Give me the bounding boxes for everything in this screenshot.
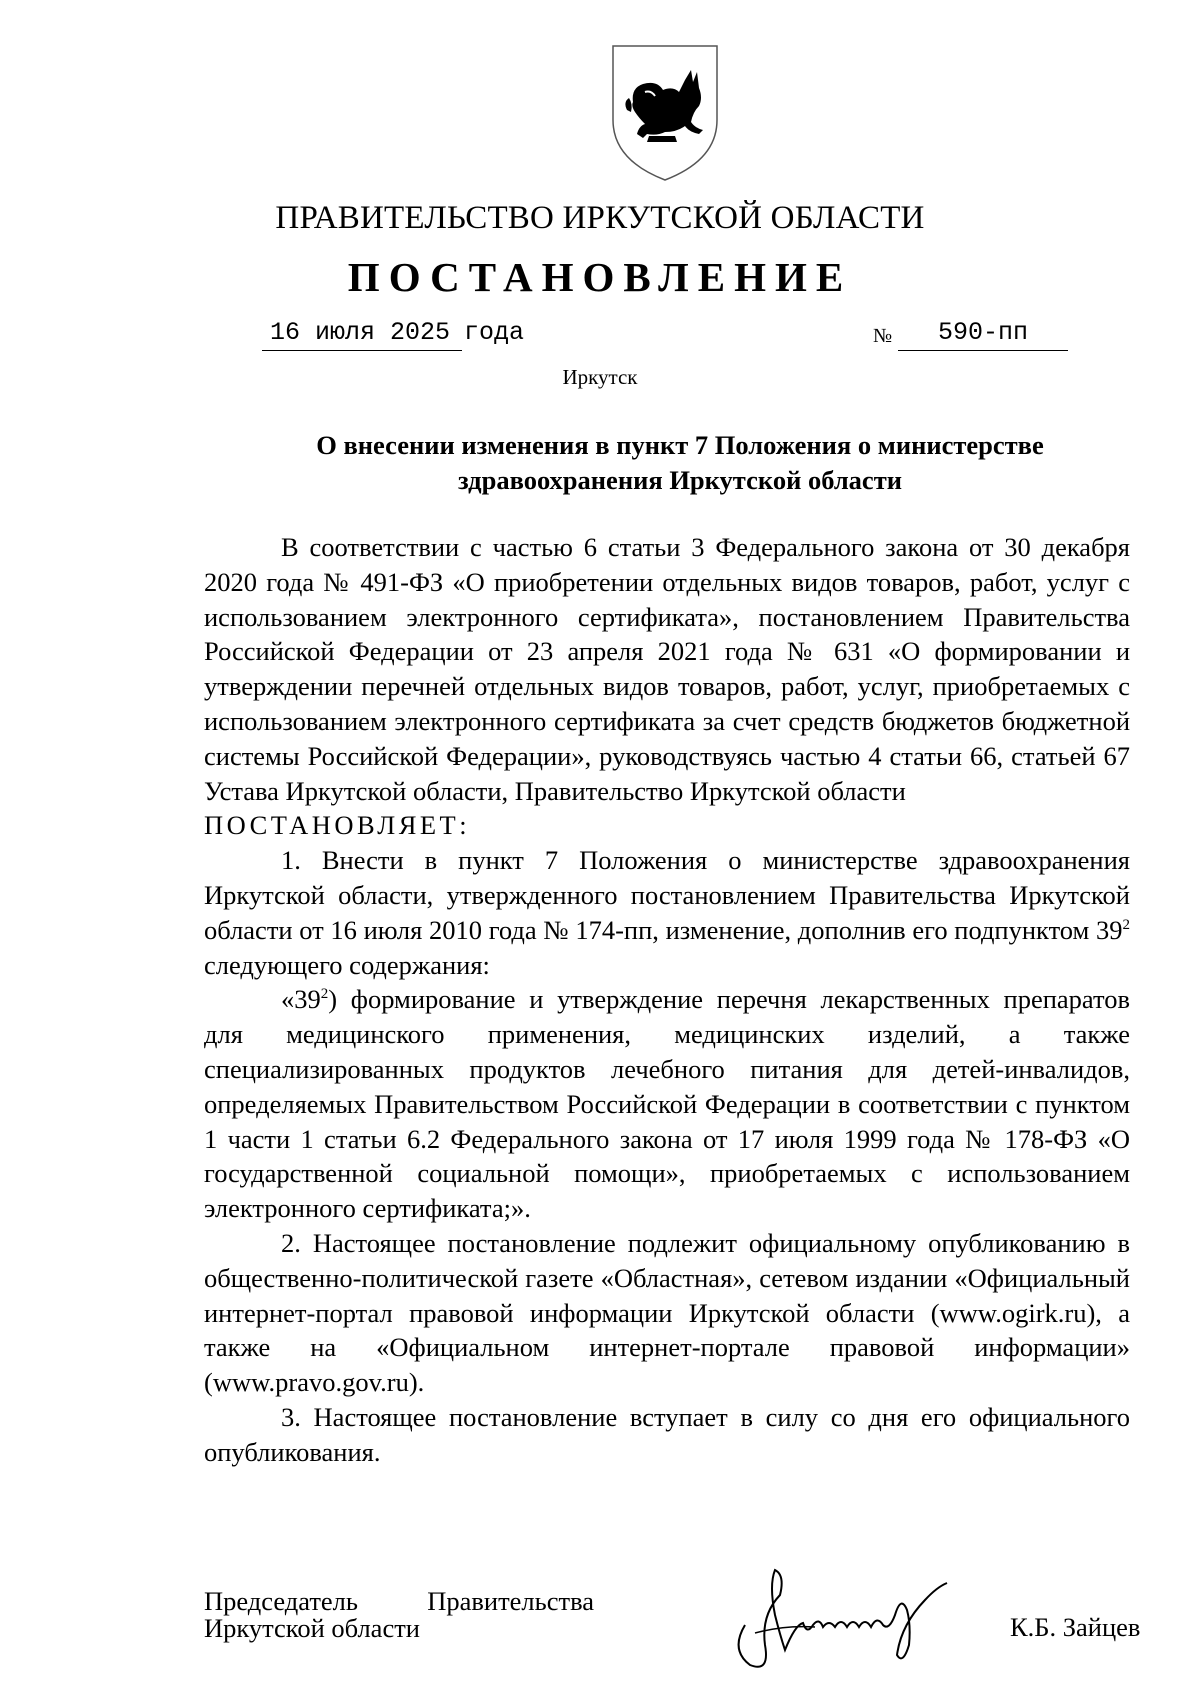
document-title xyxy=(250,428,1110,498)
signer-position-line-1 xyxy=(204,1588,594,1615)
item-1-tail: следующего содержания: xyxy=(204,949,490,980)
item-1-superscript: 2 xyxy=(1122,916,1130,933)
position-word-1: Председатель xyxy=(204,1586,358,1616)
title-line-1: О внесении изменения в пункт 7 Положения о министерстве xyxy=(316,430,1044,460)
document-date: 16 июля 2025 xyxy=(270,318,451,347)
item-2-paragraph: 2. Настоящее постановление подлежит официальному опубликованию в общественно-политической газете «Областная», сетевом издании «Официальный интернет-портал правовой информации Иркутской области (www.ogirk.ru), а также на «Официальном интернет-портале правовой информации» (www.pravo.gov.ru). xyxy=(204,1227,1130,1398)
item-1-text: 1. Внести в пункт 7 Положения о министерстве здравоохранения Иркутской области, утвержденного постановлением Правительства Иркутской области от 16 июля 2010 года № 174-пп, изменение, дополнив его подпунктом 39 xyxy=(204,845,1130,945)
quoted-amendment-paragraph xyxy=(204,982,1130,1226)
document-body xyxy=(204,530,1130,1470)
item-1-paragraph xyxy=(204,843,1130,982)
document-type: ПОСТАНОВЛЕНИЕ xyxy=(347,254,853,300)
title-line-2: здравоохранения Иркутской области xyxy=(458,465,902,495)
handwritten-signature xyxy=(725,1555,955,1685)
signer-name: К.Б. Зайцев xyxy=(1010,1612,1141,1642)
document-number: 590-пп xyxy=(938,318,1029,347)
item-3-paragraph: 3. Настоящее постановление вступает в силу со дня его официального опубликования. xyxy=(204,1401,1130,1467)
signer-position xyxy=(204,1588,604,1642)
quote-open: «39 xyxy=(281,984,321,1015)
number-sign: № xyxy=(873,325,893,347)
government-name: ПРАВИТЕЛЬСТВО ИРКУТСКОЙ ОБЛАСТИ xyxy=(275,200,925,236)
date-suffix: года xyxy=(464,318,525,347)
quote-superscript: 2 xyxy=(320,986,329,1003)
city: Иркутск xyxy=(562,365,638,389)
position-word-2: Правительства xyxy=(427,1586,594,1616)
resolves-word: ПОСТАНОВЛЯЕТ: xyxy=(204,810,471,841)
quote-text: ) формирование и утверждение перечня лекарственных препаратов для медицинского применения, медицинских изделий, а также специализированных продуктов лечебного питания для детей-инвалидов, определяемых Правительством Российской Федерации в соответствии с пунктом 1 части 1 статьи 6.2 Федерального закона от 17 июля 1999 года № 178-ФЗ «О государственной социальной помощи», приобретаемых с использованием электронного сертификата;». xyxy=(204,984,1130,1224)
signer-position-line-2: Иркутской области xyxy=(204,1613,420,1643)
preamble-paragraph: В соответствии с частью 6 статьи 3 Федерального закона от 30 декабря 2020 года № 491-ФЗ «О приобретении отдельных видов товаров, работ, услуг с использованием электронного сертификата», постановлением Правительства Российской Федерации от 23 апреля 2021 года № 631 «О формировании и утверждении перечней отдельных видов товаров, работ, услуг, приобретаемых с использованием электронного сертификата за счет средств бюджетов бюджетной системы Российской Федерации», руководствуясь частью 4 статьи 66, статьей 67 Устава Иркутской области, Правительство Иркутской области xyxy=(204,532,1130,806)
coat-of-arms-icon xyxy=(605,40,725,185)
